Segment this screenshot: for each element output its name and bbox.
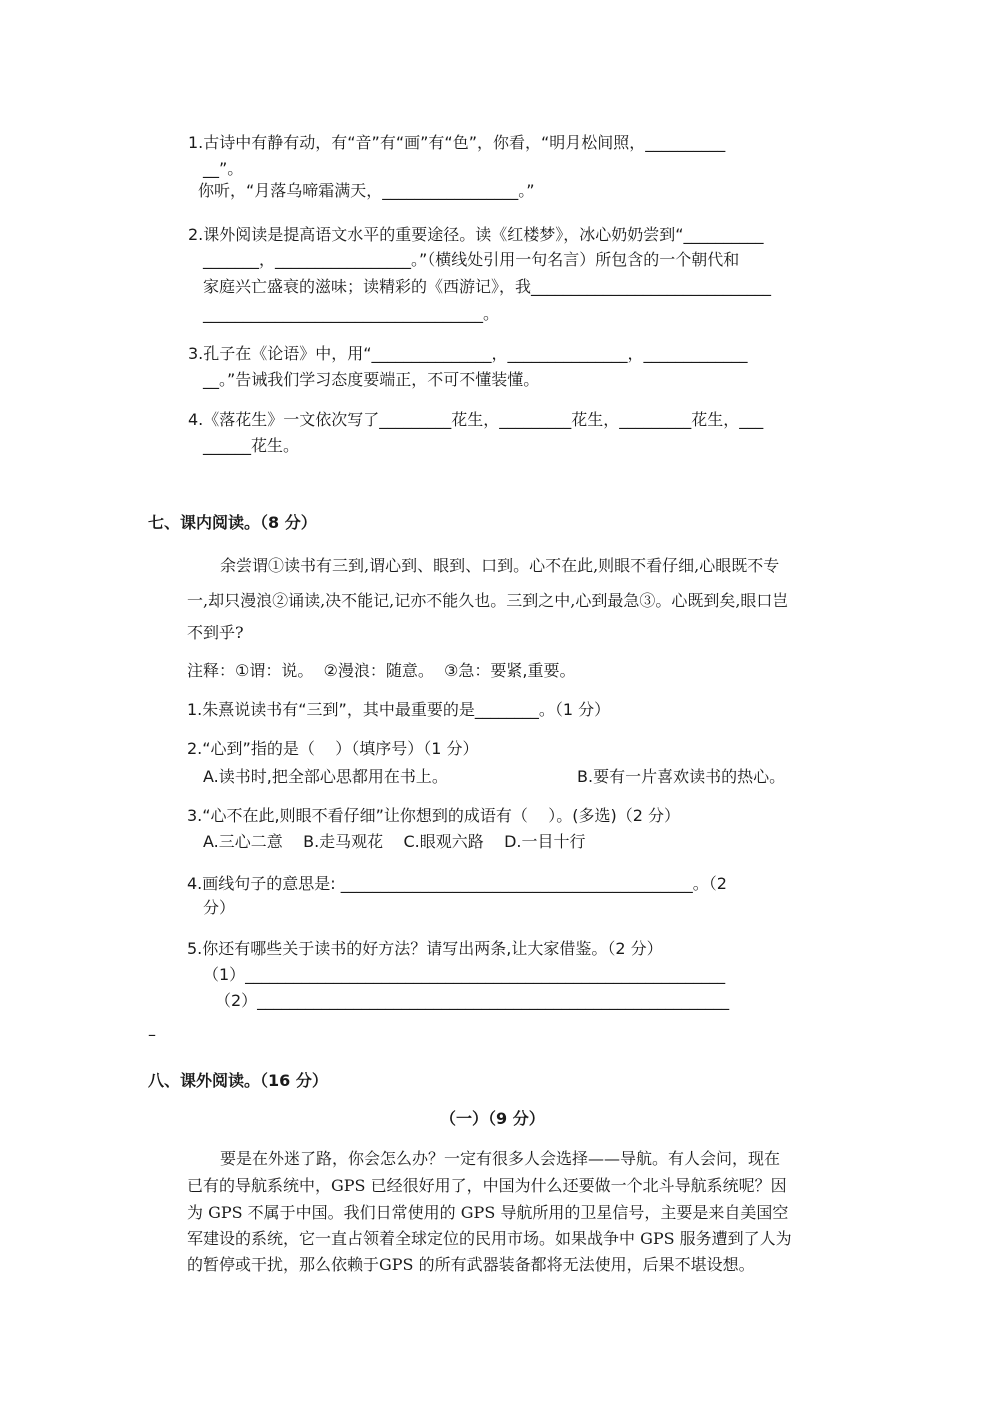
s7-question5-answer2: （2）___________________________________________________________ [215, 991, 730, 1010]
s7-question2-option-a: A.读书时,把全部心思都用在书上。 [203, 767, 448, 786]
s7-question3: 3.“心不在此,则眼不看仔细”让你想到的成语有（ ）。(多选)（2 分） [187, 806, 681, 825]
classical-passage-line1: 余尝谓①读书有三到,谓心到、眼到、口到。心不在此,则眼不看仔细,心眼既不专 [220, 556, 780, 575]
q3-line2: __。”告诫我们学习态度要端正，不可不懂装懂。 [203, 370, 540, 389]
annotation-notes: 注释：①谓：说。 ②漫浪：随意。 ③急：要紧,重要。 [187, 661, 576, 680]
s7-question1: 1.朱熹说读书有“三到”，其中最重要的是________。（1 分） [187, 700, 611, 719]
q4-line1: 4.《落花生》一文依次写了_________花生，_________花生，_________花生，___ [188, 410, 764, 429]
s7-question2: 2.“心到”指的是（ ）（填序号）（1 分） [187, 739, 479, 758]
s7-question4-line2: 分） [203, 898, 236, 917]
q3-line1: 3.孔子在《论语》中，用“_______________，_______________，_____________ [188, 344, 748, 363]
article-line1: 要是在外迷了路，你会怎么办？一定有很多人会选择——导航。有人会问，现在 [220, 1149, 781, 1168]
q2-line1: 2.课外阅读是提高语文水平的重要途径。读《红楼梦》，冰心奶奶尝到“__________ [188, 225, 764, 244]
subsection-title: （一）（9 分） [440, 1109, 545, 1128]
q1-line3: 你听，“月落乌啼霜满天，_________________。” [198, 181, 535, 200]
q1-line2: __”。 [203, 159, 244, 178]
s7-question5-answer1: （1）____________________________________________________________ [203, 965, 726, 984]
s7-question2-option-b: B.要有一片喜欢读书的热心。 [577, 767, 786, 786]
article-line3: 为 GPS 不属于中国。我们日常使用的 GPS 导航所用的卫星信号，主要是来自美国空 [187, 1203, 789, 1222]
classical-passage-line3: 不到乎? [187, 623, 244, 642]
q4-line2: ______花生。 [203, 436, 300, 455]
q2-line3: 家庭兴亡盛衰的滋味；读精彩的《西游记》，我______________________________ [203, 277, 772, 296]
article-line5: 的暂停或干扰，那么依赖于GPS 的所有武器装备都将无法使用，后果不堪设想。 [187, 1255, 755, 1274]
article-line2: 已有的导航系统中，GPS 已经很好用了，中国为什么还要做一个北斗导航系统呢？因 [187, 1176, 787, 1195]
classical-passage-line2: 一,却只漫浪②诵读,决不能记,记亦不能久也。三到之中,心到最急③。心既到矣,眼口岂 [187, 591, 789, 610]
section7-heading: 七、课内阅读。（8 分） [148, 513, 317, 532]
s7-question5: 5.你还有哪些关于读书的好方法？请写出两条,让大家借鉴。（2 分） [187, 939, 663, 958]
article-line4: 军建设的系统，它一直占领着全球定位的民用市场。如果战争中 GPS 服务遭到了人为 [187, 1229, 792, 1248]
q2-line4: ___________________________________。 [203, 304, 500, 323]
s7-question3-options: A.三心二意 B.走马观花 C.眼观六路 D.一目十行 [203, 832, 586, 851]
stray-mark: – [148, 1025, 156, 1044]
s7-question4-line1: 4.画线句子的意思是: ____________________________________________。（2 [187, 874, 727, 893]
section8-heading: 八、课外阅读。（16 分） [148, 1071, 328, 1090]
q2-line2: _______，_________________。”（横线处引用一句名言）所包含的一个朝代和 [203, 250, 740, 269]
q1-line1: 1.古诗中有静有动，有“音”有“画”有“色”，你看，“明月松间照，__________ [188, 133, 726, 152]
